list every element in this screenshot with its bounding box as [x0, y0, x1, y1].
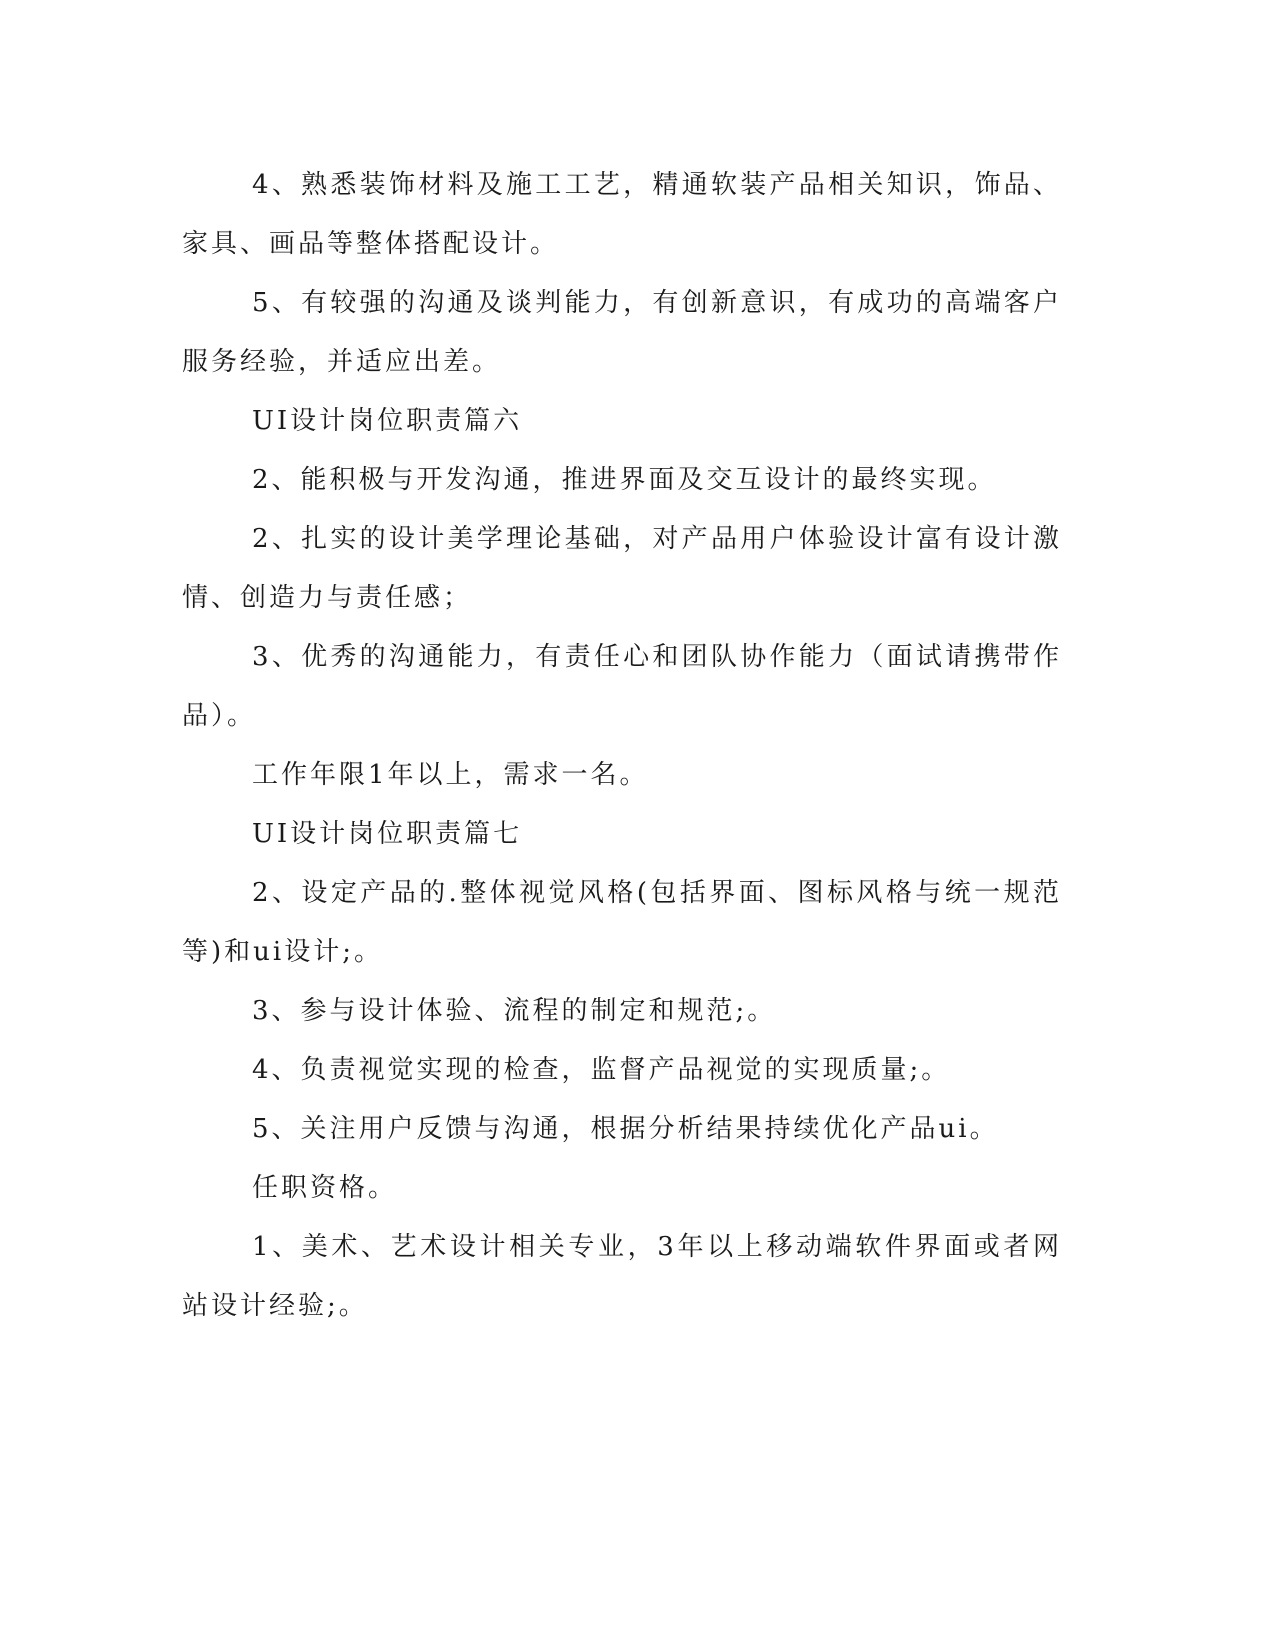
paragraph-qualifications-heading: 任职资格。	[252, 1173, 398, 1203]
document-body	[182, 156, 1062, 1336]
paragraph-item-5-user-feedback: 5、关注用户反馈与沟通，根据分析结果持续优化产品ui。	[252, 1114, 999, 1144]
section-heading-part-seven: UI设计岗位职责篇七	[252, 819, 523, 849]
paragraph-item-3-teamwork: 3、优秀的沟通能力，有责任心和团队协作能力（面试请携带作品）。	[182, 642, 1062, 731]
paragraph-item-3-process: 3、参与设计体验、流程的制定和规范;。	[252, 996, 777, 1026]
paragraph-item-2-visual-style: 2、设定产品的.整体视觉风格(包括界面、图标风格与统一规范等)和ui设计;。	[182, 878, 1062, 967]
paragraph-item-2-dev-communication: 2、能积极与开发沟通，推进界面及交互设计的最终实现。	[252, 465, 997, 495]
paragraph-item-5-communication: 5、有较强的沟通及谈判能力，有创新意识，有成功的高端客户服务经验，并适应出差。	[182, 288, 1062, 377]
section-heading-part-six: UI设计岗位职责篇六	[252, 406, 523, 436]
paragraph-item-1-major: 1、美术、艺术设计相关专业，3年以上移动端软件界面或者网站设计经验;。	[182, 1232, 1062, 1321]
paragraph-item-4-visual-check: 4、负责视觉实现的检查，监督产品视觉的实现质量;。	[252, 1055, 951, 1085]
paragraph-item-2-design-theory: 2、扎实的设计美学理论基础，对产品用户体验设计富有设计激情、创造力与责任感；	[182, 524, 1062, 613]
paragraph-work-experience: 工作年限1年以上，需求一名。	[252, 760, 649, 790]
paragraph-item-4-decoration-materials: 4、熟悉装饰材料及施工工艺，精通软装产品相关知识，饰品、家具、画品等整体搭配设计。	[182, 170, 1062, 259]
